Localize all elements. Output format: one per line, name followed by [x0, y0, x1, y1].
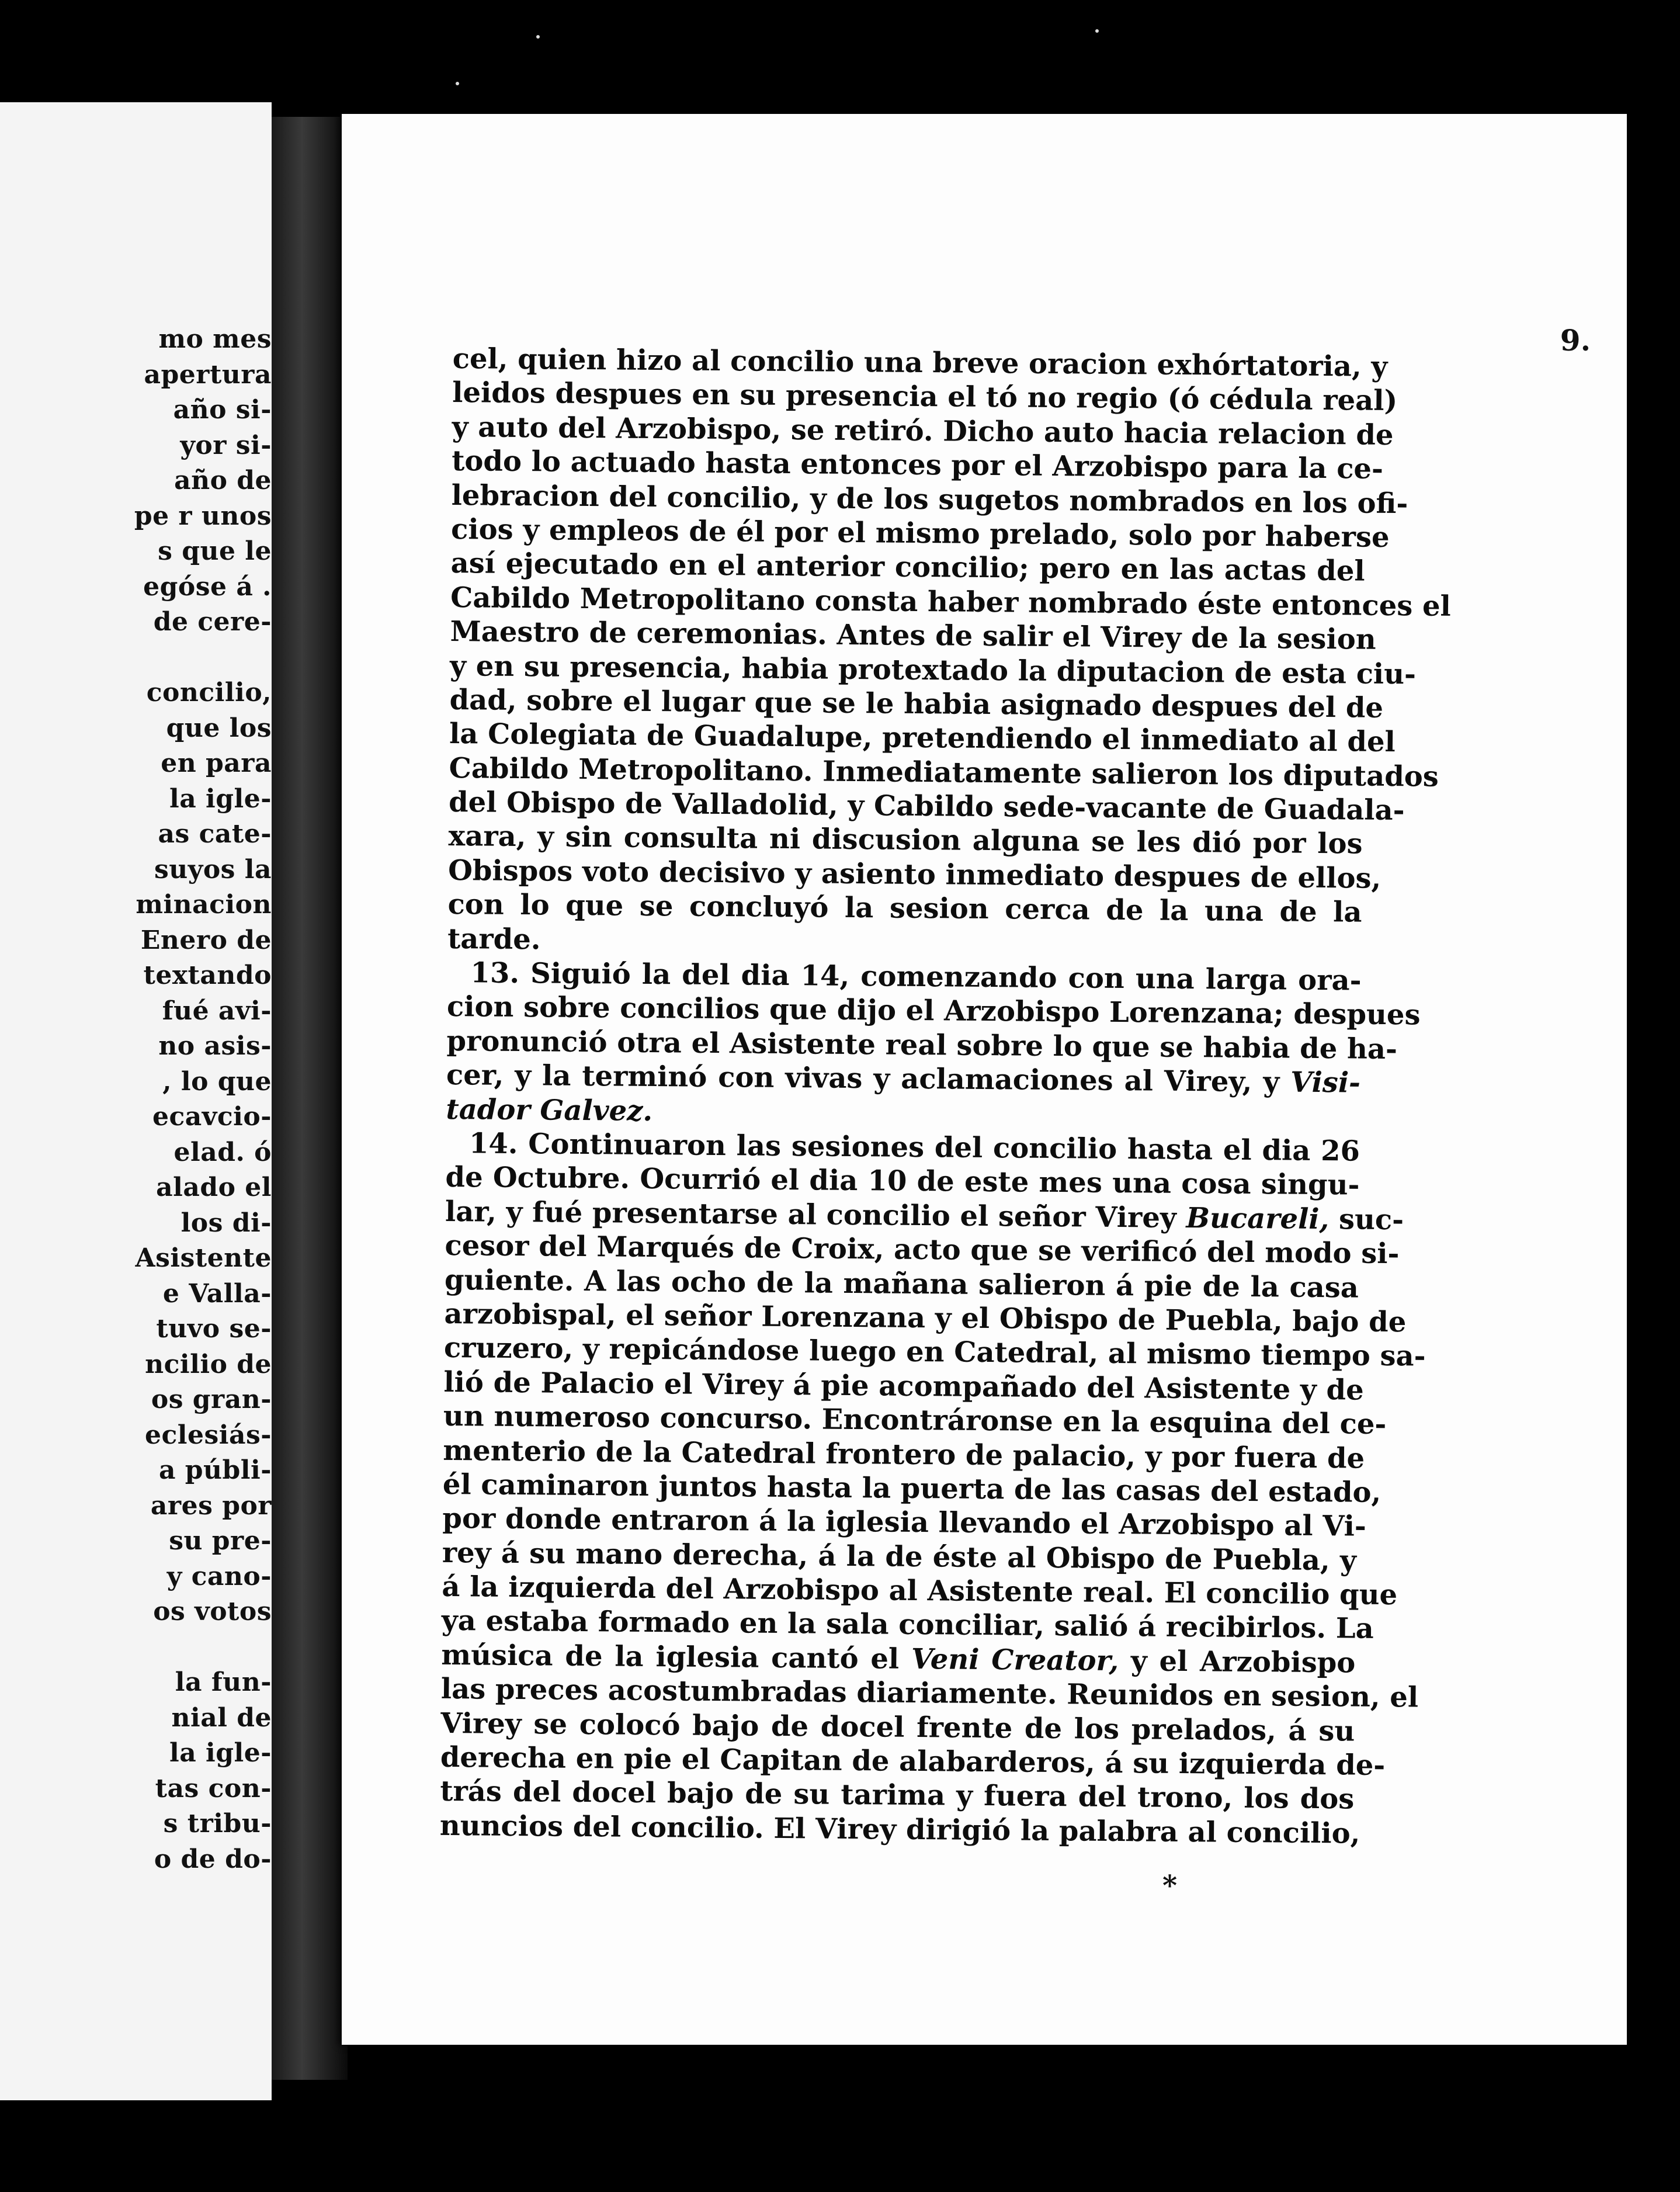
text-segment: suc-: [1329, 1202, 1404, 1237]
text-line: menterio de la Catedral frontero de palacio, y por fuera de: [443, 1434, 1365, 1475]
text-line: así ejecutado en el anterior concilio; pero en las actas del: [450, 547, 1365, 588]
left-page-fragment: os gran-: [151, 1385, 272, 1414]
left-page-fragment: pe r unos: [134, 501, 272, 531]
left-page: [0, 102, 272, 2100]
left-page-fragment: tuvo se-: [156, 1314, 272, 1344]
left-page-fragment: alado el: [156, 1173, 272, 1202]
text-line: por donde entraron á la iglesia llevando el Arzobispo al Vi-: [442, 1502, 1367, 1544]
text-line: arzobispal, el señor Lorenzana y el Obispo de Puebla, bajo de: [444, 1297, 1407, 1339]
text-line: cion sobre concilios que dijo el Arzobispo Lorenzana; despues: [446, 990, 1421, 1032]
left-page-fragment: , lo que: [162, 1066, 272, 1097]
text-line: cel, quien hizo al concilio una breve oracion exhórtatoria, y: [452, 342, 1388, 383]
text-line: él caminaron juntos hasta la puerta de las casas del estado,: [442, 1468, 1382, 1509]
text-line: las preces acostumbradas diariamente. Reunidos en sesion, el: [440, 1673, 1419, 1714]
dust-speck: [456, 82, 459, 85]
text-line: guiente. A las ocho de la mañana salieron á pie de la casa: [444, 1263, 1359, 1305]
text-line: la Colegiata de Guadalupe, pretendiendo el inmediato al del: [449, 717, 1396, 759]
left-page-fragment: y cano-: [166, 1561, 272, 1591]
left-page-fragment: la fun-: [175, 1667, 272, 1697]
left-page-fragment: en para: [161, 748, 272, 778]
text-line: lió de Palacio el Virey á pie acompañado del Asistente y de: [443, 1365, 1364, 1407]
text-line: tarde.: [447, 922, 541, 956]
italic-text: Veni Creator,: [911, 1642, 1119, 1677]
text-line: cesor del Marqués de Croix, acto que se verificó del modo si-: [445, 1229, 1400, 1271]
text-segment: música de la iglesia cantó el: [441, 1638, 912, 1676]
left-page-fragment: s tribu-: [163, 1809, 272, 1839]
text-line: á la izquierda del Arzobispo al Asistente real. El concilio que: [442, 1570, 1398, 1612]
text-line: Cabildo Metropolitano. Inmediatamente salieron los diputados: [449, 751, 1439, 793]
left-page-fragment: Enero de: [140, 925, 272, 955]
text-line: trás del docel bajo de su tarima y fuera del trono, los dos: [440, 1775, 1355, 1816]
left-page-fragment: ncilio de: [145, 1349, 272, 1379]
left-page-fragment: yor si-: [180, 430, 272, 460]
page-number: 9.: [1560, 323, 1591, 358]
text-line: cruzero, y repicándose luego en Catedral, al mismo tiempo sa-: [443, 1331, 1426, 1373]
text-line: leidos despues en su presencia el tó no regio (ó cédula real): [452, 376, 1398, 418]
left-page-fragment: la igle-: [169, 1738, 272, 1768]
text-line: todo lo actuado hasta entonces por el Arzobispo para la ce-: [451, 445, 1384, 486]
left-page-fragment: e Valla-: [162, 1278, 272, 1309]
left-page-fragment: concilio,: [146, 678, 272, 707]
text-line: Maestro de ceremonias. Antes de salir el Virey de la sesion: [450, 615, 1376, 656]
left-page-fragment: textando: [143, 960, 272, 990]
text-line: de Octubre. Ocurrió el dia 10 de este mes una cosa singu-: [445, 1161, 1360, 1202]
left-page-fragment: os votos: [153, 1597, 272, 1626]
signature-mark: *: [1162, 1870, 1178, 1902]
left-page-fragment: as cate-: [158, 819, 272, 849]
text-segment: y el Arzobispo: [1118, 1644, 1356, 1680]
text-line: derecha en pie el Capitan de alabarderos, á su izquierda de-: [440, 1740, 1386, 1782]
left-page-fragment: mo mes: [158, 324, 272, 354]
dust-speck: [1095, 29, 1099, 33]
italic-text: tador Galvez.: [446, 1092, 653, 1128]
left-page-fragment: nial de: [171, 1702, 272, 1733]
right-page: [342, 114, 1627, 2045]
text-line: pronunció otra el Asistente real sobre lo que se habia de ha-: [446, 1024, 1398, 1066]
left-page-fragment: de cere-: [153, 607, 272, 637]
left-page-fragment: los di-: [181, 1208, 272, 1238]
left-page-fragment: apertura: [144, 359, 272, 390]
text-segment: cer, y la terminó con vivas y aclamaciones al Virey, y: [446, 1059, 1291, 1099]
left-page-fragment: la igle-: [169, 783, 272, 814]
paragraph-13-start: 13. Siguió la del dia 14, comenzando con una larga ora-: [470, 956, 1362, 997]
text-line: dad, sobre el lugar que se le habia asignado despues del de: [449, 683, 1384, 724]
text-line: cios y empleos de él por el mismo prelado, solo por haberse: [450, 512, 1390, 554]
left-page-fragment: que los: [166, 713, 272, 743]
left-page-fragment: egóse á .: [143, 571, 272, 602]
left-page-fragment: elad. ó: [173, 1137, 272, 1167]
text-line: xara, y sin consulta ni discusion alguna se les dió por los: [448, 820, 1363, 861]
dust-speck: [536, 35, 540, 39]
left-page-fragment: Asistente: [135, 1243, 272, 1273]
left-page-fragment: fué avi-: [162, 996, 272, 1026]
book-gutter: [272, 117, 348, 2080]
left-page-fragment: su pre-: [169, 1526, 272, 1556]
text-line: con lo que se concluyó la sesion cerca de la una de la: [447, 888, 1362, 929]
text-line: rey á su mano derecha, á la de éste al Obispo de Puebla, y: [442, 1536, 1357, 1577]
left-page-fragment: ecavcio-: [152, 1102, 272, 1132]
left-page-fragment: minacion: [136, 890, 272, 920]
text-line: del Obispo de Valladolid, y Cabildo sede-vacante de Guadala-: [448, 786, 1405, 827]
left-page-fragment: o de do-: [154, 1844, 272, 1874]
left-page-fragment: eclesiás-: [144, 1420, 272, 1450]
italic-text: Bucareli,: [1186, 1201, 1330, 1236]
left-page-fragment: suyos la: [154, 854, 272, 885]
left-page-fragment: s que le: [158, 536, 272, 566]
text-line: Cabildo Metropolitano consta haber nombrado éste entonces el: [450, 581, 1452, 623]
text-line: un numeroso concurso. Encontráronse en la esquina del ce-: [443, 1400, 1387, 1441]
paragraph-14-start: 14. Continuaron las sesiones del concilio hasta el dia 26: [468, 1127, 1360, 1168]
left-page-fragment: ares por: [150, 1490, 272, 1521]
text-line: ya estaba formado en la sala conciliar, salió á recibirlos. La: [441, 1604, 1374, 1646]
body-text: [439, 342, 1452, 1851]
left-page-fragment: tas con-: [155, 1773, 272, 1803]
text-line: Virey se colocó bajo de docel frente de los prelados, á su: [440, 1707, 1355, 1748]
italic-text: Visi-: [1290, 1066, 1361, 1100]
text-line: nuncios del concilio. El Virey dirigió la palabra al concilio,: [439, 1809, 1360, 1850]
text-segment: lar, y fué presentarse al concilio el señor Virey: [445, 1195, 1186, 1234]
left-page-fragment: año de: [174, 466, 272, 495]
text-line: Obispos voto decisivo y asiento inmediato despues de ellos,: [447, 854, 1382, 895]
text-line: lebracion del concilio, y de los sugetos nombrados en los ofi-: [451, 478, 1408, 520]
left-page-fragment: a públi-: [158, 1455, 272, 1485]
text-line: y en su presencia, habia protextado la diputacion de esta ciu-: [449, 649, 1417, 691]
left-page-fragment: no asis-: [158, 1031, 272, 1061]
text-line: y auto del Arzobispo, se retiró. Dicho auto hacia relacion de: [452, 410, 1394, 452]
left-page-fragment: año si-: [173, 395, 272, 425]
